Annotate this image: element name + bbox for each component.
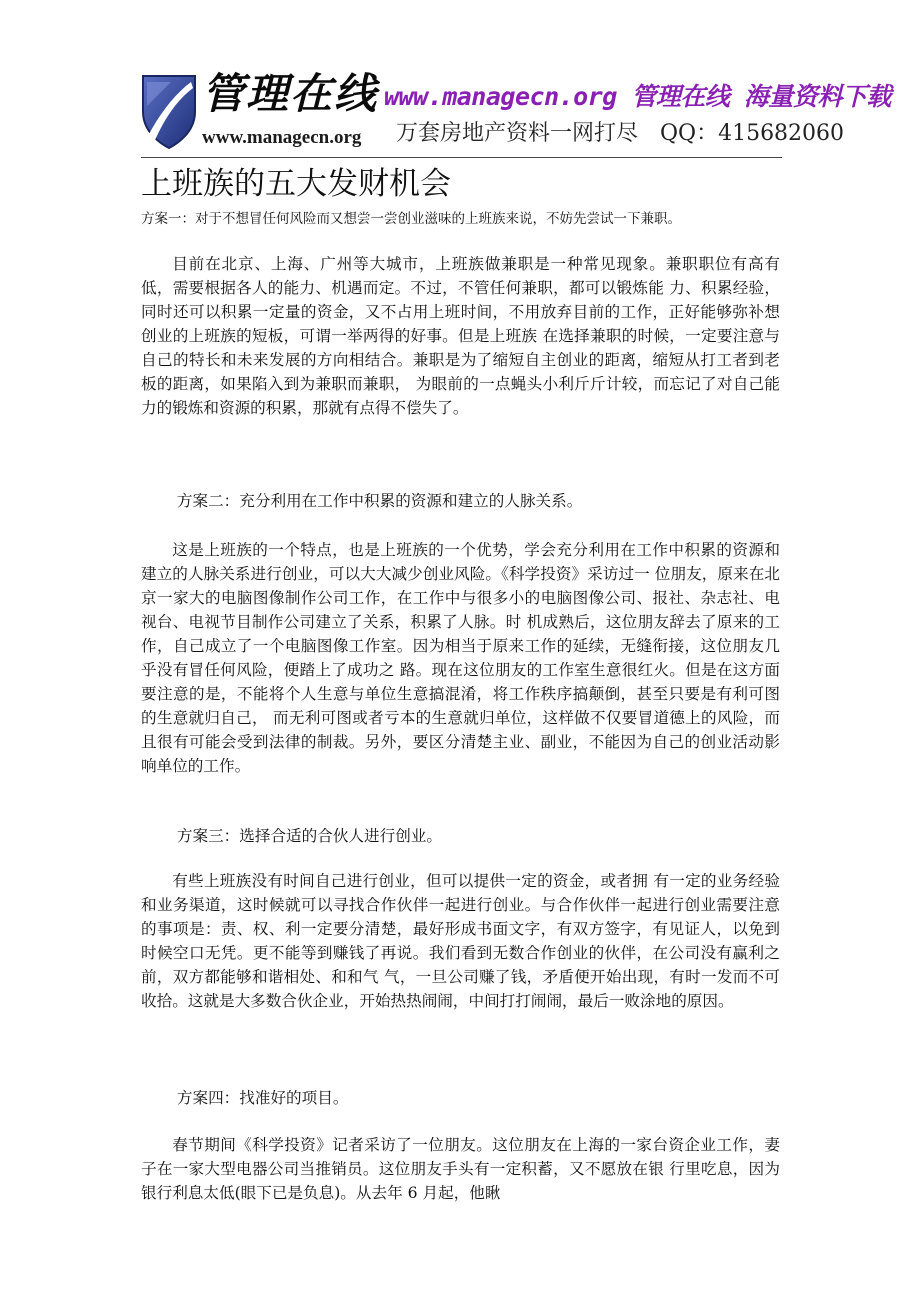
paragraph-2: 这是上班族的一个特点，也是上班族的一个优势，学会充分利用在工作中积累的资源和建立的人脉关系进行创业，可以大大减少创业风险。《科学投资》采访过一 位朋友，原来在北京一家大的电脑图像制作公司工作，在工作中与很多小的电脑图像公司、报社、杂志社、电视台、电视节目制作公司建立了关系，积累了人脉。时 机成熟后，这位朋友辞去了原来的工作，自己成立了一个电脑图像工作室。因为相当于原来工作的延续，无缝衔接，这位朋友几乎没有冒任何风险，便踏上了成功之 路。现在这位朋友的工作室生意很红火。但是在这方面要注意的是，不能将个人生意与单位生意搞混淆，将工作秩序搞颠倒，甚至只要是有利可图的生意就归自己， 而无利可图或者亏本的生意就归单位，这样做不仅要冒道德上的风险，而且很有可能会受到法律的制裁。另外，要区分清楚主业、副业，不能因为自己的创业活动影 响单位的工作。 <box>141 541 780 775</box>
shield-logo-icon <box>141 72 197 150</box>
section-heading-3: 方案三：选择合适的合伙人进行创业。 <box>176 827 442 845</box>
header-tagline-link[interactable]: www.managecn.org 管理在线 海量资料下载 <box>384 82 891 111</box>
page-subtitle: 方案一：对于不想冒任何风险而又想尝一尝创业滋味的上班族来说，不妨先尝试一下兼职。 <box>141 211 681 227</box>
brand-url[interactable]: www.managecn.org <box>202 127 362 148</box>
header <box>0 0 920 160</box>
header-divider <box>141 157 782 158</box>
section-heading-2: 方案二：充分利用在工作中积累的资源和建立的人脉关系。 <box>176 492 583 510</box>
header-contact-text: 万套房地产资料一网打尽 QQ：415682060 <box>396 121 845 146</box>
brand-title: 管理在线 <box>202 69 379 118</box>
page-title: 上班族的五大发财机会 <box>141 166 451 202</box>
section-heading-4: 方案四：找准好的项目。 <box>176 1089 349 1107</box>
paragraph-4: 春节期间《科学投资》记者采访了一位朋友。这位朋友在上海的一家台资企业工作，妻子在一家大型电器公司当推销员。这位朋友手头有一定积蓄，又不愿放在银 行里吃息，因为银行利息太低(眼下已是负息)。从去年 6 月起，他瞅 <box>141 1136 780 1202</box>
paragraph-1: 目前在北京、上海、广州等大城市，上班族做兼职是一种常见现象。兼职职位有高有低，需要根据各人的能力、机遇而定。不过，不管任何兼职，都可以锻炼能 力、积累经验，同时还可以积累一定量的资金，又不占用上班时间，不用放弃目前的工作，正好能够弥补想创业的上班族的短板，可谓一举两得的好事。但是上班族 在选择兼职的时候，一定要注意与自己的特长和未来发展的方向相结合。兼职是为了缩短自主创业的距离，缩短从打工者到老板的距离，如果陷入到为兼职而兼职， 为眼前的一点蝇头小利斤斤计较，而忘记了对自己能力的锻炼和资源的积累，那就有点得不偿失了。 <box>141 255 780 417</box>
paragraph-3: 有些上班族没有时间自己进行创业，但可以提供一定的资金，或者拥 有一定的业务经验和业务渠道，这时候就可以寻找合作伙伴一起进行创业。与合作伙伴一起进行创业需要注意的事项是：责、权、利一定要分清楚，最好形成书面文字，有双方签字，有见证人，以免到时候空口无凭。更不能等到赚钱了再说。我们看到无数合作创业的伙伴，在公司没有赢利之前，双方都能够和谐相处、和和气 气，一旦公司赚了钱，矛盾便开始出现，有时一发而不可收拾。这就是大多数合伙企业，开始热热闹闹，中间打打闹闹，最后一败涂地的原因。 <box>141 872 780 1010</box>
